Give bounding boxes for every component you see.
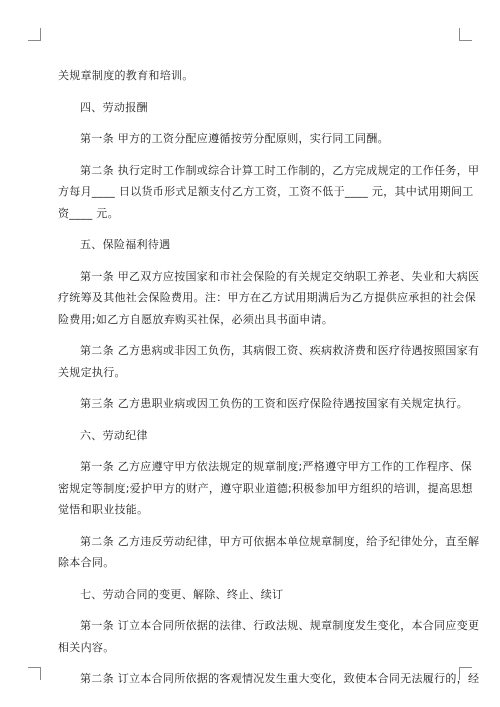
text-line: 疗统筹及其他社会保险费用。注：甲方在乙方试用期满后为乙方提供应承担的社会保 xyxy=(58,291,477,304)
text-line: 第一条 甲乙双方应按国家和市社会保险的有关规定交纳职工养老、失业和大病医 xyxy=(80,269,480,283)
document-body xyxy=(58,65,480,690)
text-line: 第一条 甲方的工资分配应遵循按劳分配原则，实行同工同酬。 xyxy=(80,132,389,145)
paragraph-gap xyxy=(58,574,444,584)
paragraph-gap xyxy=(58,118,444,128)
text-line: 第一条 订立本合同所依据的法律、行政法规、规章制度发生变化，本合同应变更 xyxy=(80,619,480,632)
text-line: 第二条 订立本合同所依据的客观情况发生重大变化，致使本合同无法履行的，经 xyxy=(80,672,480,685)
paragraph-gap xyxy=(58,415,444,425)
paragraph-gap xyxy=(58,224,444,234)
crop-mark-top-right xyxy=(459,28,472,41)
paragraph-gap xyxy=(58,658,444,668)
paragraph-gap xyxy=(58,330,444,340)
text-line: 资____ 元。 xyxy=(58,206,119,220)
text-line: 七、劳动合同的变更、解除、终止、续订 xyxy=(80,587,284,601)
paragraph-gap xyxy=(58,605,444,615)
text-line: 除本合同。 xyxy=(58,556,115,569)
paragraph-gap xyxy=(58,150,444,160)
text-line: 险费用;如乙方自愿放弃购买社保，必须出具书面申请。 xyxy=(58,312,334,326)
text-line: 第二条 执行定时工作制或综合计算工时工作制的，乙方完成规定的工作任务，甲 xyxy=(80,163,480,177)
crop-mark-top-left xyxy=(28,28,41,41)
paragraph-gap xyxy=(58,383,444,393)
text-line: 密规定等制度;爱护甲方的财产，遵守职业道德;积极参加甲方组织的培训，提高思想 xyxy=(58,481,473,495)
text-line: 方每月____ 日以货币形式足额支付乙方工资，工资不低于____ 元，其中试用期间工 xyxy=(58,185,474,198)
text-line: 相关内容。 xyxy=(58,640,115,654)
crop-mark-bottom-left xyxy=(28,667,41,680)
text-line: 觉悟和职业技能。 xyxy=(58,503,149,516)
text-line: 第一条 乙方应遵守甲方依法规定的规章制度;严格遵守甲方工作的工作程序、保 xyxy=(80,460,472,473)
text-line: 四、劳动报酬 xyxy=(80,100,148,114)
paragraph-gap xyxy=(58,256,444,266)
text-line: 五、保险福利待遇 xyxy=(80,238,171,251)
text-line: 六、劳动纪律 xyxy=(80,428,148,442)
paragraph-gap xyxy=(58,521,444,531)
text-line: 关规定执行。 xyxy=(58,365,126,379)
paragraph-gap xyxy=(58,446,444,456)
text-line: 关规章制度的教育和培训。 xyxy=(58,69,194,82)
text-line: 第三条 乙方患职业病或因工负伤的工资和医疗保险待遇按国家有关规定执行。 xyxy=(80,397,468,410)
paragraph-gap xyxy=(58,87,444,97)
text-line: 第二条 乙方违反劳动纪律，甲方可依据本单位规章制度，给予纪律处分，直至解 xyxy=(80,534,480,548)
text-line: 第二条 乙方患病或非因工负伤，其病假工资、疾病救济费和医疗待遇按照国家有 xyxy=(80,344,480,357)
